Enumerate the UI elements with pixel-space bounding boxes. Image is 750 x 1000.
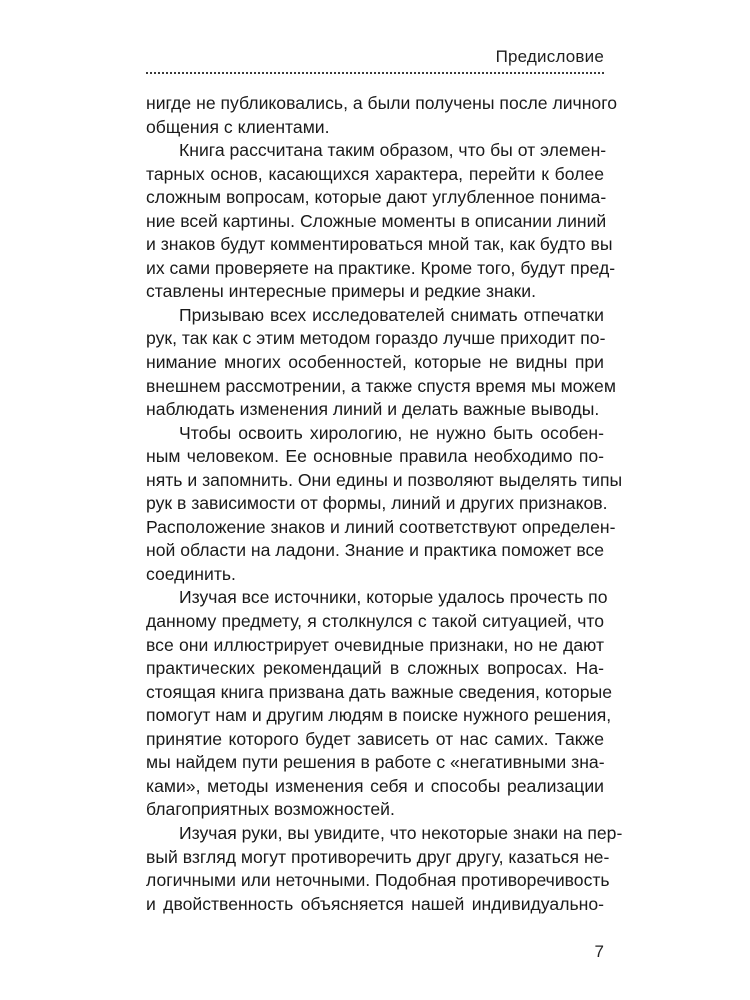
text-line: рук в зависимости от формы, линий и других признаков.: [146, 493, 608, 514]
paragraph: [146, 422, 623, 587]
text-line: принятие которого будет зависеть от нас самих. Также: [146, 728, 604, 749]
text-line: практических рекомендаций в сложных вопросах. На-: [146, 658, 604, 679]
text-line: Чтобы освоить хирологию, не нужно быть особен-: [179, 422, 604, 443]
paragraph: [146, 139, 616, 304]
text-line: вый взгляд могут противоречить друг другу, казаться не-: [146, 846, 610, 867]
text-line: ние всей картины. Сложные моменты в описании линий: [146, 210, 607, 231]
text-line: нимание многих особенностей, которые не видны при: [146, 352, 604, 373]
paragraph: [146, 822, 623, 916]
text-line: ным человеком. Ее основные правила необходимо по-: [146, 446, 604, 467]
text-line: нять и запомнить. Они едины и позволяют выделять типы: [146, 469, 623, 490]
text-line: соединить.: [146, 563, 236, 584]
text-line: общения с клиентами.: [146, 116, 330, 137]
text-line: мы найдем пути решения в работе с «негативными зна-: [146, 752, 605, 773]
paragraph: [146, 586, 613, 821]
text-line: ной области на ладони. Знание и практика поможет все: [146, 540, 605, 561]
paragraph: [146, 92, 618, 139]
paragraph: [146, 304, 616, 422]
text-line: все они иллюстрирует очевидные признаки, но не дают: [146, 634, 604, 655]
text-line: наблюдать изменения линий и делать важные выводы.: [146, 399, 600, 420]
text-line: данному предмету, я столкнулся с такой ситуацией, что: [146, 611, 604, 632]
text-line: ставлены интересные примеры и редкие знаки.: [146, 281, 536, 302]
text-line: Книга рассчитана таким образом, что бы от элемен-: [179, 140, 607, 161]
text-line: их сами проверяете на практике. Кроме того, будут пред-: [146, 257, 616, 278]
text-line: Изучая все источники, которые удалось прочесть по: [179, 587, 608, 608]
text-line: стоящая книга призвана дать важные сведения, которые: [146, 681, 613, 702]
text-line: рук, так как с этим методом гораздо лучше приходит по-: [146, 328, 606, 349]
text-line: Изучая руки, вы увидите, что некоторые знаки на пер-: [179, 822, 623, 843]
text-line: помогут нам и другим людям в поиске нужного решения,: [146, 705, 612, 726]
text-line: и двойственность объясняется нашей индивидуально-: [146, 893, 604, 914]
running-head-title: Предисловие: [495, 47, 604, 66]
text-line: благоприятных возможностей.: [146, 799, 395, 820]
header-dotted-rule: [146, 72, 604, 74]
text-line: Расположение знаков и линий соответствуют определен-: [146, 516, 616, 537]
text-line: Призываю всех исследователей снимать отпечатки: [179, 304, 604, 325]
text-line: нигде не публиковались, а были получены после личного: [146, 93, 618, 113]
text-line: ками», методы изменения себя и способы реализации: [146, 775, 604, 796]
text-line: логичными или неточными. Подобная противоречивость: [146, 870, 610, 891]
body-text: [146, 92, 623, 916]
text-line: сложным вопросам, которые дают углубленное понима-: [146, 187, 607, 208]
text-line: внешнем рассмотрении, а также спустя время мы можем: [146, 375, 616, 396]
page-number: 7: [594, 942, 604, 961]
text-line: и знаков будут комментироваться мной так, как будто вы: [146, 234, 613, 255]
text-line: тарных основ, касающихся характера, перейти к более: [146, 163, 604, 184]
